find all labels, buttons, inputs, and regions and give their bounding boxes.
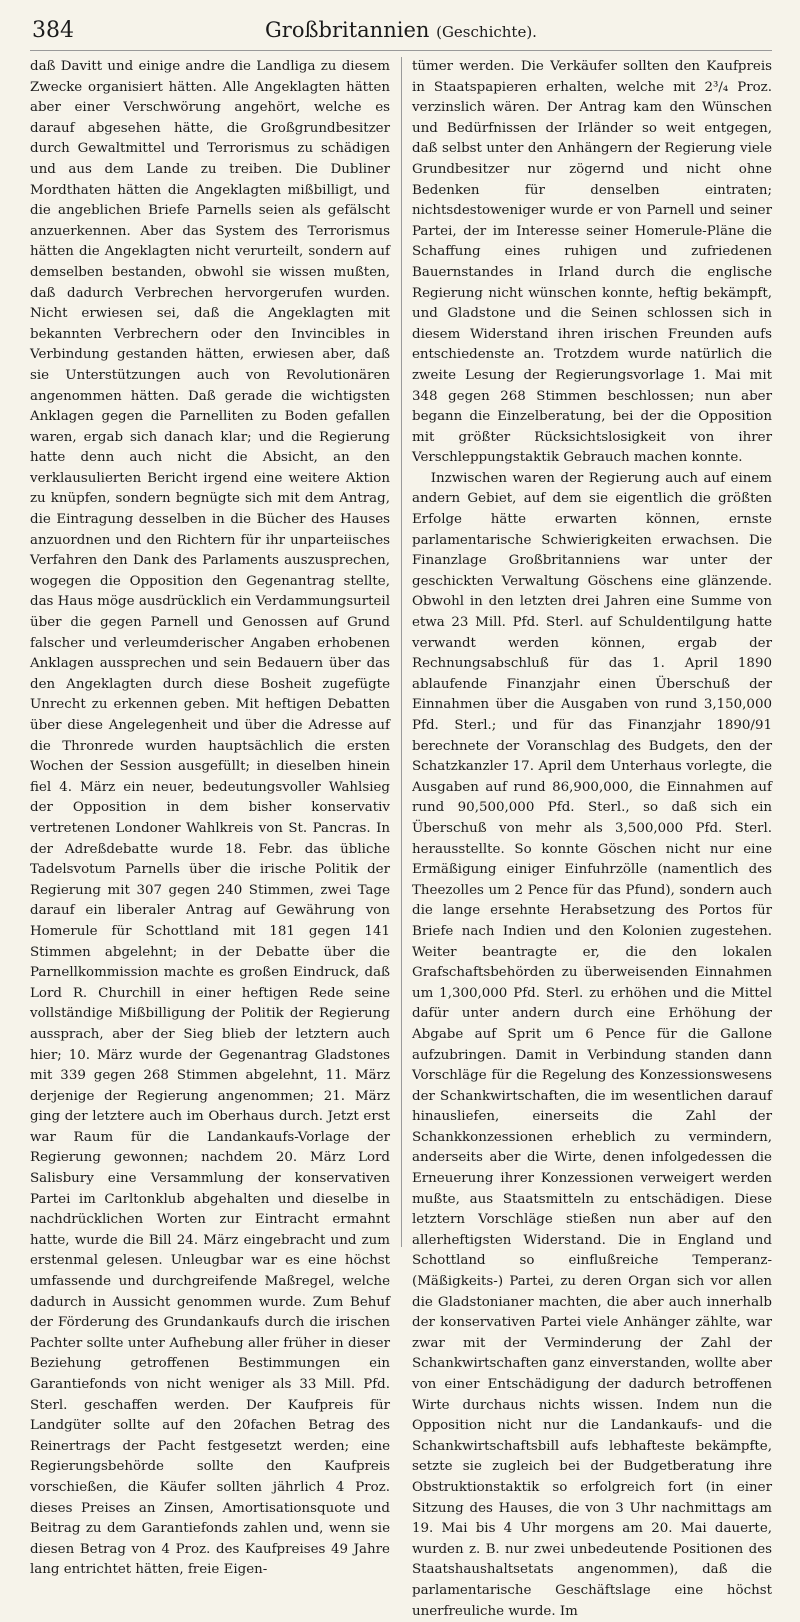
column-divider (401, 57, 402, 1247)
paragraph: Inzwischen waren der Regierung auch auf einem andern Gebiet, auf dem sie eigentlich die größten Erfolge hätte erwarten können, ernste parlamentarische Schwierigkeiten erwachsen. Die Finanzlage Großbritanniens war unter der geschickten Verwaltung Göschens eine glänzende. Obwohl in den letzten drei Jahren eine Summe von etwa 23 Mill. Pfd. Sterl. auf Schuldentilgung hatte verwandt werden können, ergab der Rechnungsabschluß für das 1. April 1890 ablaufende Finanzjahr einen Überschuß der Einnahmen über die Ausgaben von rund 3,150,000 Pfd. Sterl.; und für das Finanzjahr 1890/91 berechnete der Voranschlag des Budgets, den der Schatzkanzler 17. April dem Unterhaus vorlegte, die Ausgaben auf rund 86,900,000, die Einnahmen auf rund 90,500,000 Pfd. Sterl., so daß sich ein Überschuß von mehr als 3,500,000 Pfd. Sterl. herausstellte. So konnte Göschen nicht nur eine Ermäßigung einiger Einfuhrzölle (namentlich des Theezolles um 2 Pence für das Pfund), sondern auch die lange ersehnte Herabsetzung des Portos für Briefe nach Indien und den Kolonien zugestehen. Weiter beantragte er, die den lokalen Grafschaftsbehörden zu überweisenden Einnahmen um 1,300,000 Pfd. Sterl. zu erhöhen und die Mittel dafür unter andern durch eine Erhöhung der Abgabe auf Sprit um 6 Pence für die Gallone aufzubringen. Damit in Verbindung standen dann Vorschläge für die Regelung des Konzessionswesens der Schankwirtschaften, die im wesentlichen darauf hinausliefen, einerseits die Zahl der Schankkonzessionen erheblich zu vermindern, anderseits aber die Wirte, denen infolgedessen die Erneuerung ihrer Konzessionen verweigert werden mußte, aus Staatsmitteln zu entschädigen. Diese letztern Vorschläge stießen nun aber auf den allerheftigsten Widerstand. Die in England und Schottland so einflußreiche Temperanz-(Mäßigkeits-) Partei, zu deren Organ sich vor allen die Gladstonianer machten, die aber auch innerhalb der konservativen Partei viele Anhänger zählte, war zwar mit der Verminderung der Zahl der Schankwirtschaften ganz einverstanden, wollte aber von einer Entschädigung der dadurch betroffenen Wirte durchaus nichts wissen. Indem nun die Opposition nicht nur die Landankaufs- und die Schankwirtschaftsbill aufs lebhafteste bekämpfte, setzte sie zugleich bei der Budgetberatung ihre Obstruktionstaktik so erfolgreich fort (in einer Sitzung des Hauses, die von 3 Uhr nachmittags am 19. Mai bis 4 Uhr morgens am 20. Mai dauerte, wurden z. B. nur zwei unbedeutende Positionen des Staatshaushaltsetats angenommen), daß die parlamentarische Geschäftslage eine höchst unerfreuliche wurde. Im (412, 470, 772, 1619)
running-title-main: Großbritannien (265, 18, 430, 42)
running-title (30, 18, 772, 42)
page-number: 384 (32, 18, 74, 43)
running-title-sub: (Geschichte). (436, 23, 537, 41)
column-left (30, 57, 390, 1578)
text-columns (30, 57, 772, 1619)
column-right (412, 57, 772, 1619)
page-header (30, 14, 772, 51)
paragraph: tümer werden. Die Verkäufer sollten den Kaufpreis in Staatspapieren erhalten, welche mit 2³/₄ Proz. verzinslich wären. Der Antrag kam den Wünschen und Bedürfnissen der Irländer so weit entgegen, daß selbst unter den Anhängern der Regierung viele Grundbesitzer nur zögernd und nicht ohne Bedenken für denselben eintraten; nichtsdestoweniger wurde er von Parnell und seiner Partei, der im Interesse seiner Homerule-Pläne die Schaffung eines ruhigen und zufriedenen Bauernstandes in Irland durch die englische Regierung nicht wünschen konnte, heftig bekämpft, und Gladstone und die Seinen schlossen sich in diesem Widerstand ihren irischen Freunden aufs entschiedenste an. Trotzdem wurde natürlich die zweite Lesung der Regierungsvorlage 1. Mai mit 348 gegen 268 Stimmen beschlossen; nun aber begann die Einzelberatung, bei der die Opposition mit größter Rücksichtslosigkeit von ihrer Verschleppungstaktik Gebrauch machen konnte. (412, 59, 772, 466)
paragraph: daß Davitt und einige andre die Landliga zu diesem Zwecke organisiert hätten. Alle Angeklagten hätten aber einer Verschwörung angehört, welche es darauf abgesehen hätte, die Großgrundbesitzer durch Gewaltmittel und Terrorismus zu schädigen und aus dem Lande zu treiben. Die Dubliner Mordthaten hätten die Angeklagten mißbilligt, und die angeblichen Briefe Parnells seien als gefälscht anzuerkennen. Aber das System des Terrorismus hätten die Angeklagten nicht verurteilt, sondern auf demselben bestanden, obwohl sie wissen mußten, daß dadurch Verbrechen hervorgerufen wurden. Nicht erwiesen sei, daß die Angeklagten mit bekannten Verbrechern oder den Invincibles in Verbindung gestanden hätten, erwiesen aber, daß sie Unterstützungen auch von Revolutionären angenommen hätten. Daß gerade die wichtigsten Anklagen gegen die Parnelliten zu Boden gefallen waren, ergab sich danach klar; und die Regierung hatte denn auch nicht die Absicht, an den verklausulierten Bericht irgend eine weitere Aktion zu knüpfen, sondern begnügte sich mit dem Antrag, die Eintragung desselben in die Bücher des Hauses anzuordnen und den Richtern für ihr unparteiisches Verfahren den Dank des Parlaments auszusprechen, wogegen die Opposition den Gegenantrag stellte, das Haus möge ausdrücklich ein Verdammungsurteil über die gegen Parnell und Genossen auf Grund falscher und verleumderischer Angaben erhobenen Anklagen aussprechen und sein Bedauern über das den Angeklagten durch diese Bosheit zugefügte Unrecht zu erkennen geben. Mit heftigen Debatten über diese Angelegenheit und über die Adresse auf die Thronrede wurden hauptsächlich die ersten Wochen der Session ausgefüllt; in dieselben hinein fiel 4. März ein neuer, bedeutungsvoller Wahlsieg der Opposition in dem bisher konservativ vertretenen Londoner Wahlkreis von St. Pancras. In der Adreßdebatte wurde 18. Febr. das übliche Tadelsvotum Parnells über die irische Politik der Regierung mit 307 gegen 240 Stimmen, zwei Tage darauf ein liberaler Antrag auf Gewährung von Homerule für Schottland mit 181 gegen 141 Stimmen abgelehnt; in der Debatte über die Parnellkommission machte es großen Eindruck, daß Lord R. Churchill in einer heftigen Rede seine vollständige Mißbilligung der Politik der Regierung aussprach, aber der Sieg blieb der letztern auch hier; 10. März wurde der Gegenantrag Gladstones mit 339 gegen 268 Stimmen abgelehnt, 11. März derjenige der Regierung angenommen; 21. März ging der letztere auch im Oberhaus durch. Jetzt erst war Raum für die Landankaufs-Vorlage der Regierung gewonnen; nachdem 20. März Lord Salisbury eine Versammlung der konservativen Partei im Carltonklub abgehalten und dieselbe in nachdrücklichen Worten zur Eintracht ermahnt hatte, wurde die Bill 24. März eingebracht und zum erstenmal gelesen. Unleugbar war es eine höchst umfassende und durchgreifende Maßregel, welche dadurch in Aussicht genommen wurde. Zum Behuf der Förderung des Grundankaufs durch die irischen Pachter sollte unter Aufhebung aller früher in dieser Beziehung getroffenen Bestimmungen ein Garantiefonds von nicht weniger als 33 Mill. Pfd. Sterl. geschaffen werden. Der Kaufpreis für Landgüter sollte auf den 20fachen Betrag des Reinertrags der Pacht festgesetzt werden; eine Regierungsbehörde sollte den Kaufpreis vorschießen, die Käufer sollten jährlich 4 Proz. dieses Preises an Zinsen, Amortisationsquote und Beitrag zu dem Garantiefonds zahlen und, wenn sie diesen Betrag von 4 Proz. des Kaufpreises 49 Jahre lang entrichtet hätten, freie Eigen- (30, 59, 390, 1578)
